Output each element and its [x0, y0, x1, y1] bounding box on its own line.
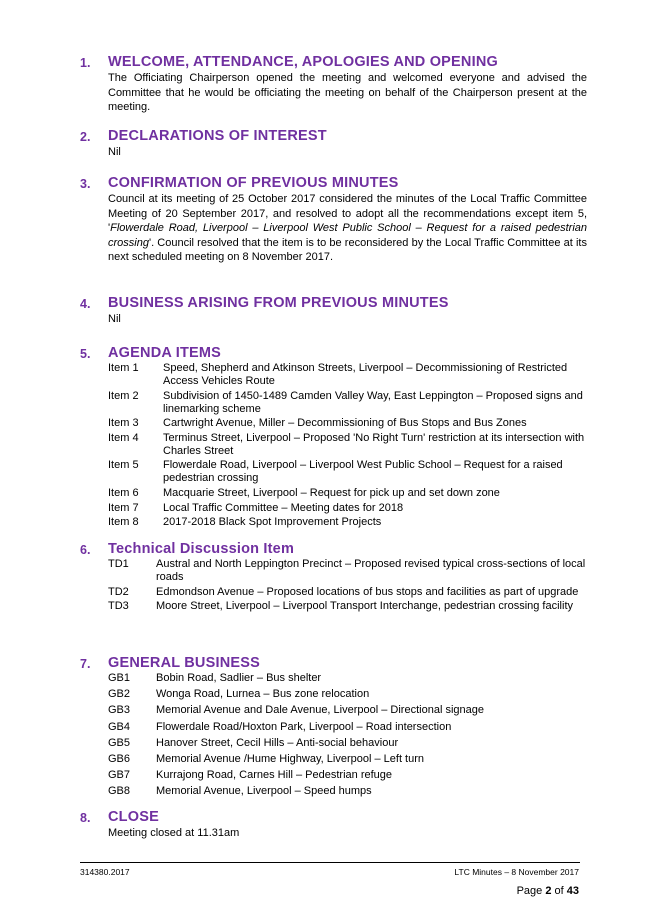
body-text: Council at its meeting of 25 October 2017 considered the minutes of the Local Traffic Committee Meeting of 20 September 2017, and resolved to adopt all the recommendations except item 5, ' [108, 193, 587, 235]
list-item [108, 688, 587, 701]
list-item [108, 417, 587, 430]
item-code: Item 5 [108, 459, 139, 472]
page-label: Page [516, 885, 546, 897]
item-description: Memorial Avenue and Dale Avenue, Liverpool – Directional signage [156, 704, 484, 717]
item-code: GB7 [108, 769, 131, 782]
item-code: Item 6 [108, 486, 139, 499]
section-body: Nil [108, 313, 121, 325]
list-item [108, 785, 587, 798]
section-heading: GENERAL BUSINESS [108, 655, 260, 671]
section-number: 3. [80, 177, 91, 191]
item-code: GB8 [108, 785, 131, 798]
section-heading: CONFIRMATION OF PREVIOUS MINUTES [108, 175, 399, 191]
item-description: Memorial Avenue, Liverpool – Speed humps [156, 785, 372, 798]
item-description: Moore Street, Liverpool – Liverpool Transport Interchange, pedestrian crossing facility [156, 600, 573, 613]
item-code: Item 4 [108, 431, 139, 444]
item-description: Austral and North Leppington Precinct – Proposed revised typical cross-sections of local roads [156, 558, 586, 583]
list-item [108, 362, 587, 388]
item-code: GB4 [108, 720, 131, 733]
list-item [108, 753, 587, 766]
list-item [108, 390, 587, 416]
section-heading: BUSINESS ARISING FROM PREVIOUS MINUTES [108, 295, 449, 311]
footer-doc-id: 314380.2017 [80, 867, 130, 877]
section-number: 4. [80, 297, 91, 311]
list-item [108, 600, 587, 613]
item-description: Speed, Shepherd and Atkinson Streets, Liverpool – Decommissioning of Restricted Access Vehicles Route [163, 362, 568, 387]
page-number [517, 885, 579, 897]
section-body [108, 192, 587, 265]
section-number: 5. [80, 347, 91, 361]
item-description: Hanover Street, Cecil Hills – Anti-social behaviour [156, 736, 399, 749]
section-number: 1. [80, 56, 91, 70]
page-total: 43 [566, 885, 579, 897]
body-italic-text: Flowerdale Road, Liverpool – Liverpool West Public School – Request for a raised pedestrian crossing [108, 222, 587, 249]
item-code: Item 1 [108, 362, 139, 374]
list-item [108, 487, 587, 500]
list-item [108, 704, 587, 717]
agenda-list [108, 362, 587, 531]
item-description: Kurrajong Road, Carnes Hill – Pedestrian refuge [156, 769, 393, 782]
list-item [108, 502, 587, 515]
item-code: GB3 [108, 704, 131, 717]
item-code: GB2 [108, 688, 131, 701]
item-code: GB6 [108, 752, 131, 765]
section-number: 2. [80, 130, 91, 144]
list-item [108, 459, 587, 485]
body-text: '. Council resolved that the item is to be reconsidered by the Local Traffic Committee at its next scheduled meeting on 8 November 2017. [108, 236, 587, 264]
section-heading: AGENDA ITEMS [108, 345, 222, 361]
item-description: Memorial Avenue /Hume Highway, Liverpool – Left turn [156, 752, 425, 765]
item-description: Edmondson Avenue – Proposed locations of bus stops and facilities as part of upgrade [156, 585, 579, 598]
item-description: 2017-2018 Black Spot Improvement Projects [163, 516, 382, 529]
section-number: 7. [80, 657, 91, 671]
page-current: 2 [545, 885, 552, 897]
footer-divider [80, 862, 580, 863]
section-heading: Technical Discussion Item [108, 541, 295, 557]
item-code: Item 2 [108, 389, 139, 402]
section-heading: CLOSE [108, 809, 159, 825]
section-number: 8. [80, 811, 91, 825]
item-code: Item 7 [108, 501, 139, 514]
list-item [108, 586, 587, 599]
item-description: Bobin Road, Sadlier – Bus shelter [156, 672, 322, 684]
list-item [108, 432, 587, 458]
list-item [108, 769, 587, 782]
item-description: Flowerdale Road/Hoxton Park, Liverpool – Road intersection [156, 720, 452, 733]
section-number: 6. [80, 543, 91, 557]
list-item [108, 737, 587, 750]
footer-doc-title: LTC Minutes – 8 November 2017 [454, 867, 579, 877]
section-heading: DECLARATIONS OF INTEREST [108, 128, 327, 144]
item-description: Wonga Road, Lurnea – Bus zone relocation [156, 688, 370, 701]
item-code: Item 3 [108, 417, 139, 430]
item-description: Flowerdale Road, Liverpool – Liverpool West Public School – Request for a raised pedestrian crossing [163, 459, 563, 485]
item-code: Item 8 [108, 516, 139, 529]
item-description: Cartwright Avenue, Miller – Decommissioning of Bus Stops and Bus Zones [163, 417, 527, 430]
item-code: TD3 [108, 600, 129, 613]
technical-list [108, 558, 587, 615]
list-item [108, 558, 587, 584]
list-item [108, 721, 587, 734]
item-description: Subdivision of 1450-1489 Camden Valley Way, East Leppington – Proposed signs and linemarking scheme [163, 389, 583, 415]
section-body: Nil [108, 146, 121, 158]
section-body: Meeting closed at 11.31am [108, 827, 240, 839]
section-body: The Officiating Chairperson opened the meeting and welcomed everyone and advised the Committee that he would be officiating the meeting on behalf of the Chairperson present at the meeting. [108, 72, 587, 114]
section-heading: WELCOME, ATTENDANCE, APOLOGIES AND OPENING [108, 54, 498, 70]
general-business-list [108, 672, 587, 802]
item-code: TD1 [108, 558, 129, 570]
item-description: Terminus Street, Liverpool – Proposed 'No Right Turn' restriction at its intersection with Charles Street [163, 431, 585, 457]
list-item [108, 672, 587, 685]
item-code: TD2 [108, 585, 129, 598]
list-item [108, 516, 587, 529]
item-code: GB5 [108, 736, 131, 749]
item-description: Local Traffic Committee – Meeting dates for 2018 [163, 501, 404, 514]
item-code: GB1 [108, 672, 131, 684]
page-of-label: of [551, 885, 567, 897]
item-description: Macquarie Street, Liverpool – Request for pick up and set down zone [163, 486, 500, 499]
